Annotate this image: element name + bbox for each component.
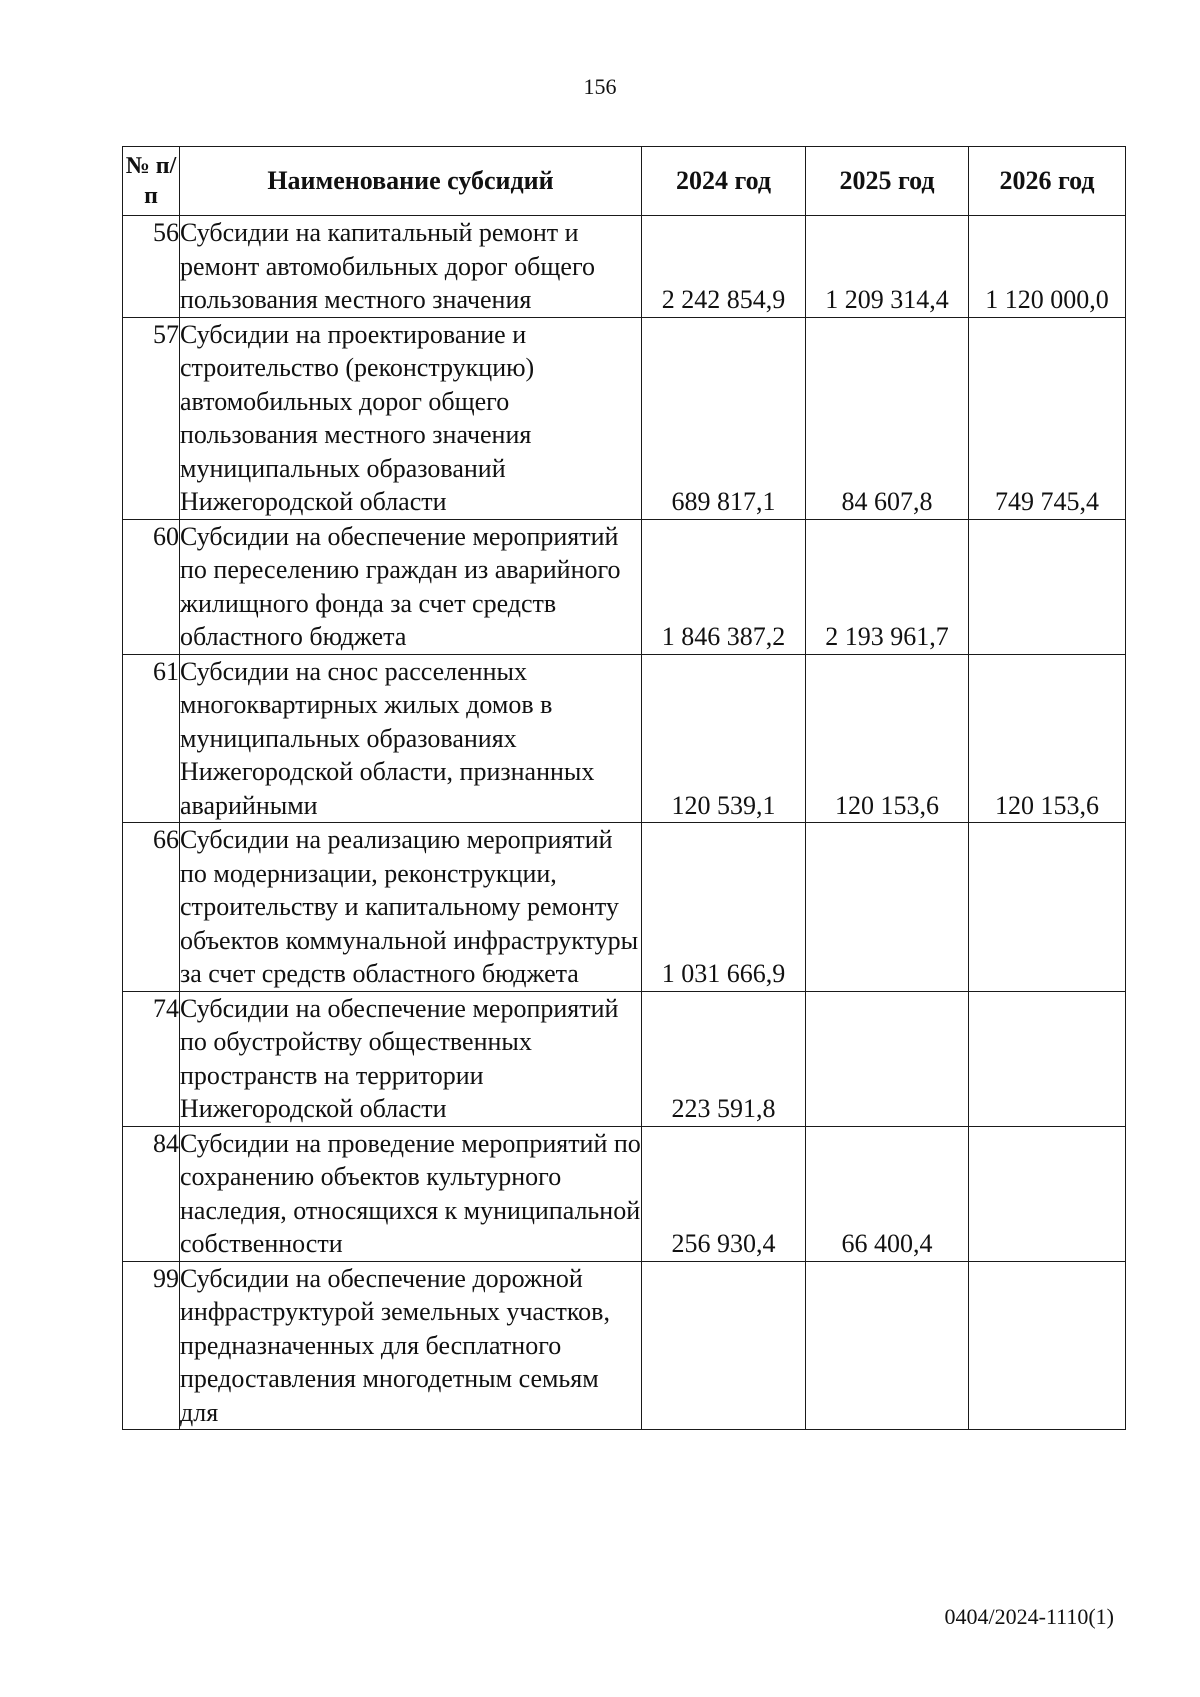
value-2025	[806, 823, 969, 992]
value-2025	[806, 1261, 969, 1430]
row-number: 57	[123, 317, 180, 519]
table-row	[123, 654, 1126, 823]
table-row	[123, 317, 1126, 519]
value-2024: 256 930,4	[642, 1126, 806, 1261]
subsidy-name: Субсидии на капитальный ремонт и ремонт автомобильных дорог общего пользования местного значения	[180, 216, 642, 318]
subsidies-table	[122, 146, 1126, 1430]
value-2026	[969, 1261, 1126, 1430]
table-row	[123, 519, 1126, 654]
value-2024	[642, 1261, 806, 1430]
row-number: 60	[123, 519, 180, 654]
table-row	[123, 1126, 1126, 1261]
row-number: 99	[123, 1261, 180, 1430]
header-num: № п/п	[123, 147, 180, 216]
value-2024: 223 591,8	[642, 991, 806, 1126]
header-2026: 2026 год	[969, 147, 1126, 216]
table-row	[123, 216, 1126, 318]
value-2025: 1 209 314,4	[806, 216, 969, 318]
value-2024: 1 031 666,9	[642, 823, 806, 992]
row-number: 66	[123, 823, 180, 992]
row-number: 56	[123, 216, 180, 318]
subsidy-name: Субсидии на реализацию мероприятий по модернизации, реконструкции, строительству и капитальному ремонту объектов коммунальной инфраструктуры за счет средств областного бюджета	[180, 823, 642, 992]
header-2025: 2025 год	[806, 147, 969, 216]
row-number: 61	[123, 654, 180, 823]
header-name: Наименование субсидий	[180, 147, 642, 216]
value-2026	[969, 1126, 1126, 1261]
table-row	[123, 1261, 1126, 1430]
value-2024: 2 242 854,9	[642, 216, 806, 318]
header-2024: 2024 год	[642, 147, 806, 216]
value-2025: 66 400,4	[806, 1126, 969, 1261]
subsidy-name: Субсидии на обеспечение дорожной инфраструктурой земельных участков, предназначенных для бесплатного предоставления многодетным семьям для	[180, 1261, 642, 1430]
value-2026	[969, 519, 1126, 654]
value-2026: 120 153,6	[969, 654, 1126, 823]
subsidy-name: Субсидии на снос расселенных многоквартирных жилых домов в муниципальных образованиях Нижегородской области, признанных аварийными	[180, 654, 642, 823]
table-header-row	[123, 147, 1126, 216]
subsidy-name: Субсидии на обеспечение мероприятий по переселению граждан из аварийного жилищного фонда за счет средств областного бюджета	[180, 519, 642, 654]
value-2024: 1 846 387,2	[642, 519, 806, 654]
value-2024: 689 817,1	[642, 317, 806, 519]
value-2025	[806, 991, 969, 1126]
value-2025: 2 193 961,7	[806, 519, 969, 654]
page-number: 156	[583, 74, 617, 99]
table-row	[123, 991, 1126, 1126]
value-2025: 120 153,6	[806, 654, 969, 823]
subsidy-name: Субсидии на проектирование и строительство (реконструкцию) автомобильных дорог общего пользования местного значения муниципальных образований Нижегородской области	[180, 317, 642, 519]
value-2025: 84 607,8	[806, 317, 969, 519]
row-number: 84	[123, 1126, 180, 1261]
row-number: 74	[123, 991, 180, 1126]
table-row	[123, 823, 1126, 992]
value-2026: 1 120 000,0	[969, 216, 1126, 318]
value-2026	[969, 823, 1126, 992]
value-2026: 749 745,4	[969, 317, 1126, 519]
value-2026	[969, 991, 1126, 1126]
subsidy-name: Субсидии на обеспечение мероприятий по обустройству общественных пространств на территории Нижегородской области	[180, 991, 642, 1126]
document-code: 0404/2024-1110(1)	[944, 1604, 1114, 1629]
value-2024: 120 539,1	[642, 654, 806, 823]
subsidy-name: Субсидии на проведение мероприятий по сохранению объектов культурного наследия, относящихся к муниципальной собственности	[180, 1126, 642, 1261]
